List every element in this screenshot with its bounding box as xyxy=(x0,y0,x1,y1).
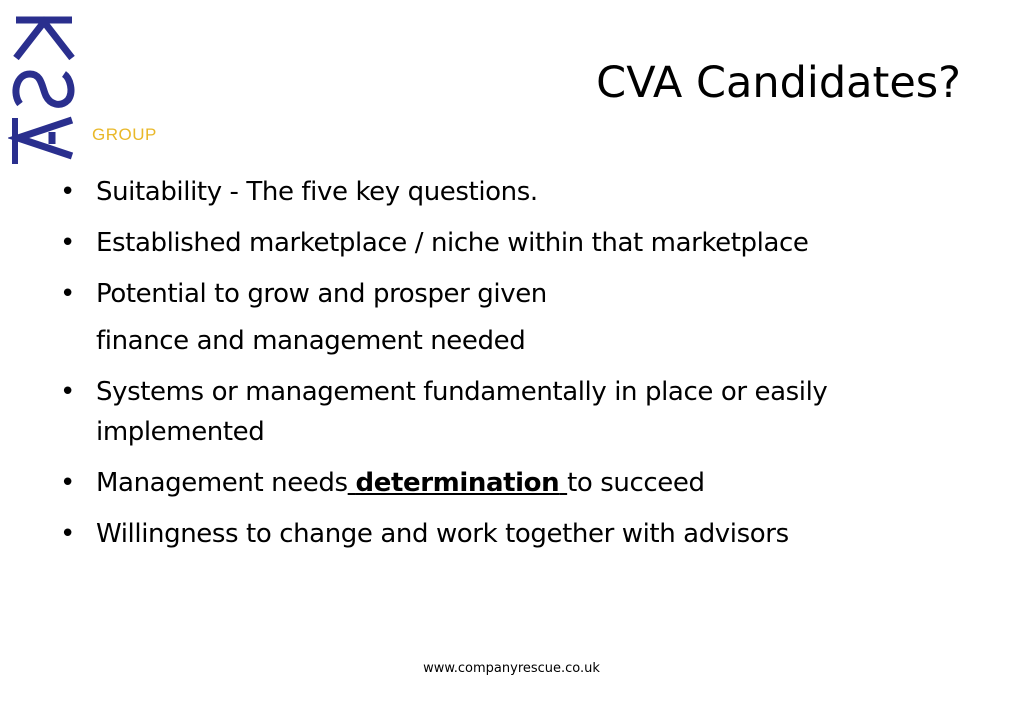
bullet-item xyxy=(60,514,960,554)
bullet-item xyxy=(60,223,960,263)
bullet-item xyxy=(60,372,960,452)
slide-title: CVA Candidates? xyxy=(596,58,961,108)
bullet-text: Systems or management fundamentally in place or easily implemented xyxy=(96,377,828,447)
emphasis-text: determination xyxy=(355,468,560,498)
bullet-item xyxy=(60,172,960,212)
bullet-item xyxy=(60,463,960,503)
bullet-text: Potential to grow and prosper given xyxy=(96,279,547,309)
bullet-dot-icon: • xyxy=(60,177,75,207)
ksa-logo-mark-icon xyxy=(8,8,80,166)
bullet-list xyxy=(60,172,960,565)
underline-spacer xyxy=(559,468,567,498)
bullet-text-suffix: to succeed xyxy=(567,468,705,498)
logo-group-text: GROUP xyxy=(92,125,157,144)
ksa-group-logo xyxy=(0,0,180,175)
footer-url: www.companyrescue.co.uk xyxy=(423,661,600,676)
bullet-text: Suitability - The five key questions. xyxy=(96,177,538,207)
bullet-dot-icon: • xyxy=(60,519,75,549)
underline-spacer xyxy=(348,468,356,498)
bullet-text: Management needs xyxy=(96,468,348,498)
bullet-item xyxy=(60,274,960,314)
bullet-dot-icon: • xyxy=(60,279,75,309)
bullet-text: Established marketplace / niche within that marketplace xyxy=(96,228,809,258)
bullet-text: finance and management needed xyxy=(96,326,526,356)
bullet-continuation xyxy=(60,321,960,361)
bullet-dot-icon: • xyxy=(60,228,75,258)
bullet-dot-icon: • xyxy=(60,377,75,407)
bullet-dot-icon: • xyxy=(60,468,75,498)
bullet-text: Willingness to change and work together with advisors xyxy=(96,519,789,549)
